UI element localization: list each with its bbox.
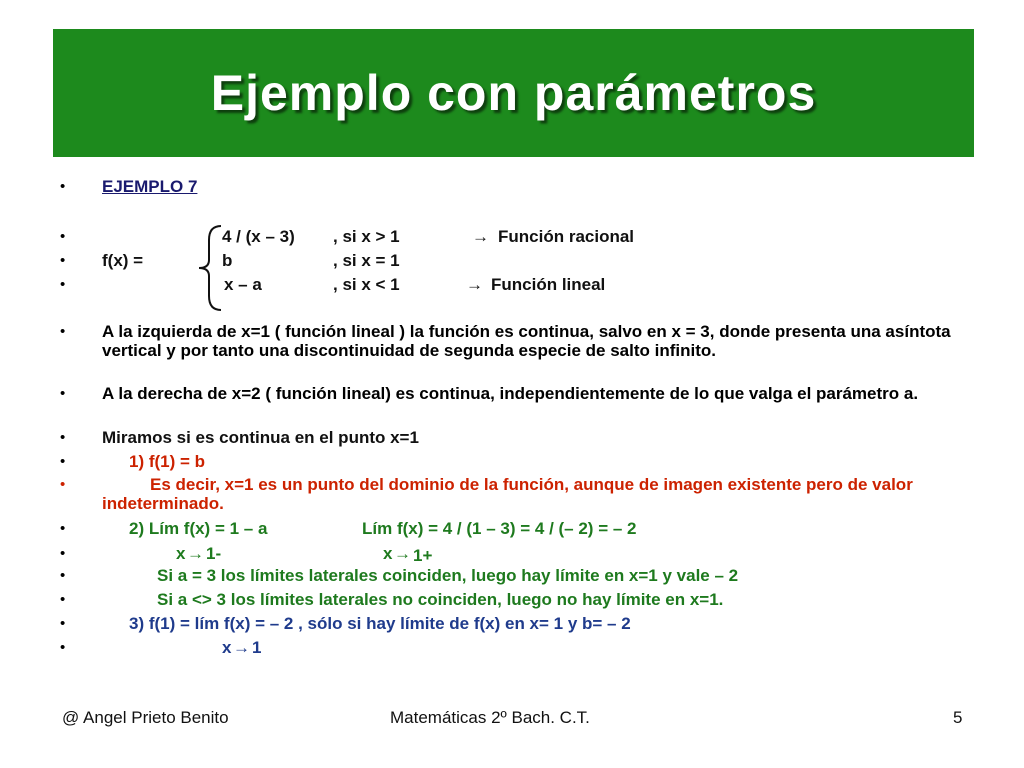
bullet: • bbox=[60, 591, 66, 608]
arrow-icon: → bbox=[472, 227, 489, 246]
footer-author: @ Angel Prieto Benito bbox=[62, 708, 229, 727]
bullet: • bbox=[60, 545, 66, 562]
example-heading: EJEMPLO 7 bbox=[102, 177, 198, 196]
page-number: 5 bbox=[953, 708, 963, 727]
piece-3-expr: x – a bbox=[224, 275, 262, 294]
piece-2-cond: , si x = 1 bbox=[333, 251, 400, 270]
piece-2-expr: b bbox=[222, 251, 233, 270]
bullet: • bbox=[60, 476, 66, 493]
bullet: • bbox=[60, 567, 66, 584]
step-1: 1) f(1) = b bbox=[129, 452, 206, 471]
bullet: • bbox=[60, 429, 66, 446]
piece-3-cond: , si x < 1 bbox=[333, 275, 400, 294]
step-2-case-ane3: Si a <> 3 los límites laterales no coinciden, luego no hay límite en x=1. bbox=[157, 590, 724, 609]
bullet: • bbox=[60, 453, 66, 470]
bullet: • bbox=[60, 276, 66, 293]
bullet: • bbox=[60, 615, 66, 632]
paragraph-check: Miramos si es continua en el punto x=1 bbox=[102, 428, 419, 447]
slide-title: Ejemplo con parámetros bbox=[210, 65, 817, 121]
bullet: • bbox=[60, 520, 66, 537]
piece-1-desc: Función racional bbox=[498, 227, 635, 246]
step-1-note: Es decir, x=1 es un punto del dominio de la función, aunque de imagen existente pero de valor indeterminado. bbox=[102, 475, 913, 513]
step-2-left-limit: 2) Lím f(x) = 1 – a bbox=[129, 519, 268, 538]
step-3-val: 1 bbox=[252, 638, 262, 657]
step-2-right-limit: Lím f(x) = 4 / (1 – 3) = 4 / (– 2) = – 2 bbox=[362, 519, 637, 538]
footer-course: Matemáticas 2º Bach. C.T. bbox=[390, 708, 590, 727]
step-2-right-val: 1+ bbox=[413, 546, 433, 565]
step-3-var: x bbox=[222, 638, 232, 657]
paragraph-left: A la izquierda de x=1 ( función lineal ) la función es continua, salvo en x = 3, donde presenta una asíntota vertical y por tanto una discontinuidad de segunda especie de salto infinito. bbox=[102, 322, 951, 360]
bullet: • bbox=[60, 385, 66, 402]
piece-1-cond: , si x > 1 bbox=[333, 227, 400, 246]
arrow-icon: → bbox=[233, 638, 250, 657]
fx-label: f(x) = bbox=[102, 251, 144, 270]
step-2-left-val: 1- bbox=[206, 544, 222, 563]
step-3: 3) f(1) = lím f(x) = – 2 , sólo si hay límite de f(x) en x= 1 y b= – 2 bbox=[129, 614, 631, 633]
bullet: • bbox=[60, 252, 66, 269]
paragraph-right: A la derecha de x=2 ( función lineal) es continua, independientemente de lo que valga el parámetro a. bbox=[102, 384, 919, 403]
piece-3-desc: Función lineal bbox=[491, 275, 606, 294]
bullet: • bbox=[60, 323, 66, 340]
arrow-icon: → bbox=[187, 544, 204, 563]
arrow-icon: → bbox=[394, 544, 411, 563]
bullet: • bbox=[60, 639, 66, 656]
step-2-left-var: x bbox=[176, 544, 186, 563]
arrow-icon: → bbox=[466, 275, 483, 294]
step-2-case-a3: Si a = 3 los límites laterales coinciden, luego hay límite en x=1 y vale – 2 bbox=[157, 566, 739, 585]
bullet: • bbox=[60, 228, 66, 245]
step-2-right-var: x bbox=[383, 544, 393, 563]
bullet: • bbox=[60, 178, 66, 195]
brace-icon bbox=[195, 222, 225, 314]
piece-1-expr: 4 / (x – 3) bbox=[222, 227, 295, 246]
